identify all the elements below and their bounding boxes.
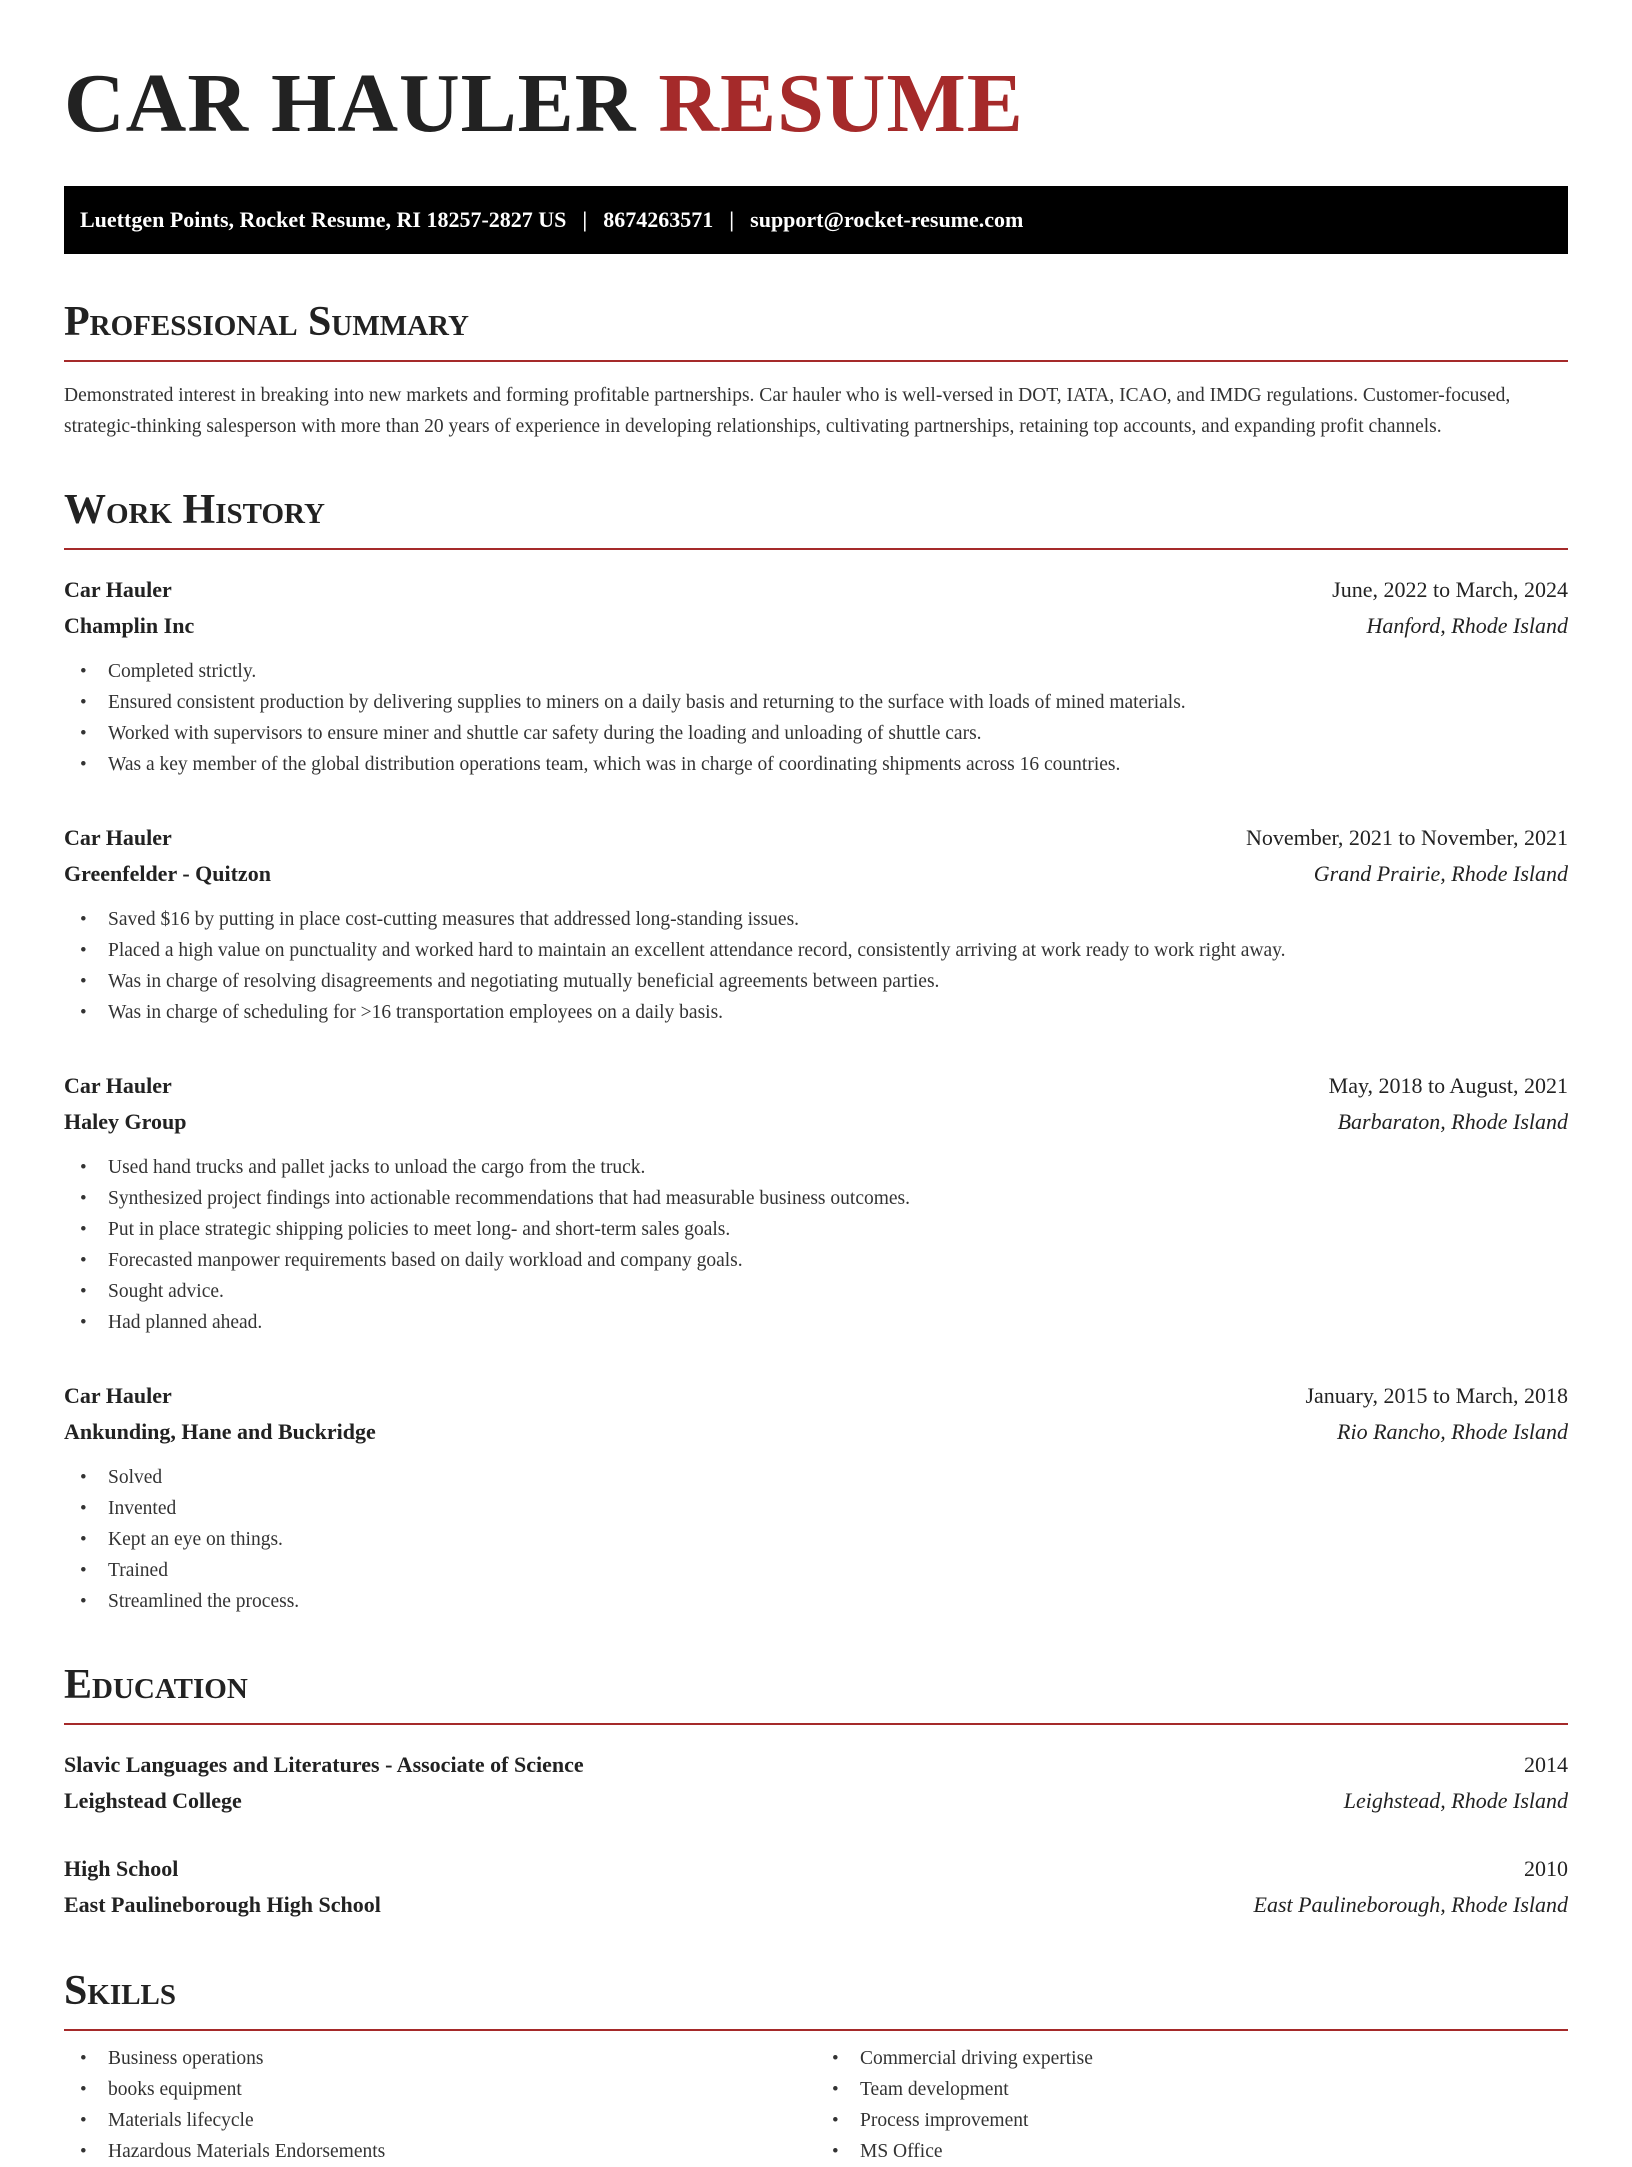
skills-column-right	[816, 2043, 1568, 2167]
job-bullets	[64, 656, 1568, 780]
bullet-text: Saved $16 by putting in place cost-cutting measures that addressed long-standing issues.	[108, 909, 800, 930]
education-degree: High School	[64, 1856, 179, 1881]
bullet-text: Had planned ahead.	[108, 1312, 263, 1333]
job-header-row	[64, 572, 1568, 608]
bullet-icon: •	[80, 2079, 87, 2100]
bullet-icon: •	[80, 1188, 87, 1209]
bullet-text: Solved	[108, 1467, 163, 1488]
list-item	[816, 2074, 1568, 2105]
bullet-text: Was in charge of resolving disagreements and negotiating mutually beneficial agreements between parties.	[108, 971, 940, 992]
list-item	[64, 1586, 1568, 1617]
bullet-icon: •	[80, 661, 87, 682]
bullet-icon: •	[80, 692, 87, 713]
skill-text: Commercial driving expertise	[860, 2048, 1093, 2069]
job-bullets	[64, 1152, 1568, 1338]
bullet-text: Trained	[108, 1560, 168, 1581]
skill-text: Team development	[860, 2079, 1009, 2100]
summary-text: Demonstrated interest in breaking into new markets and forming profitable partnerships. Car hauler who is well-versed in DOT, IATA, ICAO, and IMDG regulations. Customer-focused, strategic-thinking salesperson with more than 20 years of experience in developing relationships, cultivating partnerships, retaining top accounts, and expanding profit channels.	[64, 385, 1511, 437]
job-dates: January, 2015 to March, 2018	[1305, 1383, 1568, 1408]
bullet-text: Kept an eye on things.	[108, 1529, 283, 1550]
job-location: Rio Rancho, Rhode Island	[1337, 1419, 1568, 1444]
job-company: Champlin Inc	[64, 613, 195, 638]
bullet-text: Was in charge of scheduling for >16 transportation employees on a daily basis.	[108, 1002, 724, 1023]
job-dates: May, 2018 to August, 2021	[1328, 1073, 1568, 1098]
education-school-row	[64, 1783, 1568, 1819]
bullet-icon: •	[80, 2141, 87, 2162]
list-item	[64, 935, 1568, 966]
list-item	[816, 2105, 1568, 2136]
bullet-icon: •	[80, 1002, 87, 1023]
bullet-text: Synthesized project findings into actionable recommendations that had measurable business outcomes.	[108, 1188, 911, 1209]
bullet-text: Placed a high value on punctuality and worked hard to maintain an excellent attendance record, consistently arriving at work ready to work right away.	[108, 940, 1286, 961]
bullet-icon: •	[832, 2048, 839, 2069]
list-item	[64, 2105, 816, 2136]
list-item	[64, 1183, 1568, 1214]
contact-separator: |	[729, 207, 735, 232]
job-title: Car Hauler	[64, 577, 172, 602]
job-dates: November, 2021 to November, 2021	[1245, 825, 1568, 850]
list-item	[64, 1555, 1568, 1586]
section-divider	[64, 2029, 1568, 2031]
contact-email[interactable]: support@rocket-resume.com	[750, 207, 1024, 232]
title-main: CAR HAULER	[64, 57, 637, 150]
list-item	[64, 749, 1568, 780]
job-location: Barbaraton, Rhode Island	[1337, 1109, 1568, 1134]
bullet-text: Ensured consistent production by delivering supplies to miners on a daily basis and returning to the surface with loads of mined materials.	[108, 692, 1186, 713]
list-item	[64, 1493, 1568, 1524]
list-item	[816, 2043, 1568, 2074]
skills-section	[64, 1967, 1568, 2167]
skills-column-left	[64, 2043, 816, 2167]
job-bullets	[64, 1462, 1568, 1617]
bullet-icon: •	[832, 2141, 839, 2162]
list-item	[64, 656, 1568, 687]
list-item	[64, 718, 1568, 749]
skill-text: books equipment	[108, 2079, 242, 2100]
list-item	[816, 2136, 1568, 2167]
education-section	[64, 1661, 1568, 1923]
contact-address: Luettgen Points, Rocket Resume, RI 18257-2827 US	[80, 207, 567, 232]
bullet-icon: •	[80, 940, 87, 961]
job-company: Haley Group	[64, 1109, 187, 1134]
work-history-heading: Work History	[64, 487, 325, 533]
section-divider	[64, 1723, 1568, 1725]
skill-text: Business operations	[108, 2048, 264, 2069]
education-entry	[64, 1747, 1568, 1819]
bullet-text: Sought advice.	[108, 1281, 224, 1302]
job-location: Grand Prairie, Rhode Island	[1313, 861, 1568, 886]
job-title: Car Hauler	[64, 1383, 172, 1408]
bullet-icon: •	[80, 1219, 87, 1240]
summary-heading: Professional Summary	[64, 299, 469, 345]
list-item	[64, 1307, 1568, 1338]
bullet-text: Invented	[108, 1498, 177, 1519]
job-entry	[64, 572, 1568, 780]
contact-separator: |	[582, 207, 588, 232]
list-item	[64, 1276, 1568, 1307]
skill-text: Materials lifecycle	[108, 2110, 254, 2131]
skill-text: Process improvement	[860, 2110, 1029, 2131]
list-item	[64, 2043, 816, 2074]
bullet-icon: •	[80, 1281, 87, 1302]
list-item	[64, 2136, 816, 2167]
bullet-icon: •	[80, 1467, 87, 1488]
section-divider	[64, 360, 1568, 362]
job-header-row	[64, 820, 1568, 856]
work-history-section	[64, 486, 1568, 1617]
job-header-row	[64, 1068, 1568, 1104]
education-year: 2014	[1524, 1752, 1568, 1777]
job-company-row	[64, 1104, 1568, 1140]
job-company: Ankunding, Hane and Buckridge	[64, 1419, 376, 1444]
job-bullets	[64, 904, 1568, 1028]
list-item	[64, 1152, 1568, 1183]
bullet-text: Streamlined the process.	[108, 1591, 300, 1612]
bullet-icon: •	[80, 1591, 87, 1612]
education-location: East Paulineborough, Rhode Island	[1253, 1892, 1568, 1917]
list-item	[64, 1462, 1568, 1493]
list-item	[64, 904, 1568, 935]
bullet-text: Worked with supervisors to ensure miner and shuttle car safety during the loading and unloading of shuttle cars.	[108, 723, 982, 744]
bullet-icon: •	[80, 1560, 87, 1581]
bullet-icon: •	[80, 2048, 87, 2069]
skills-heading: Skills	[64, 1968, 177, 2014]
resume-title	[64, 56, 1568, 152]
education-degree: Slavic Languages and Literatures - Associate of Science	[64, 1752, 584, 1777]
bullet-icon: •	[80, 1157, 87, 1178]
list-item	[64, 1214, 1568, 1245]
bullet-text: Put in place strategic shipping policies to meet long- and short-term sales goals.	[108, 1219, 731, 1240]
job-header-row	[64, 1378, 1568, 1414]
list-item	[64, 1245, 1568, 1276]
bullet-text: Used hand trucks and pallet jacks to unload the cargo from the truck.	[108, 1157, 646, 1178]
list-item	[64, 1524, 1568, 1555]
bullet-text: Was a key member of the global distribution operations team, which was in charge of coordinating shipments across 16 countries.	[108, 754, 1121, 775]
bullet-text: Completed strictly.	[108, 661, 257, 682]
education-school: East Paulineborough High School	[64, 1892, 381, 1917]
education-entry	[64, 1851, 1568, 1923]
education-school-row	[64, 1887, 1568, 1923]
bullet-icon: •	[80, 909, 87, 930]
job-entry	[64, 820, 1568, 1028]
bullet-icon: •	[832, 2110, 839, 2131]
bullet-icon: •	[80, 971, 87, 992]
list-item	[64, 687, 1568, 718]
job-company-row	[64, 856, 1568, 892]
bullet-icon: •	[80, 1312, 87, 1333]
skill-text: MS Office	[860, 2141, 943, 2162]
skills-grid	[64, 2043, 1568, 2167]
bullet-icon: •	[80, 1529, 87, 1550]
bullet-icon: •	[80, 754, 87, 775]
job-title: Car Hauler	[64, 1073, 172, 1098]
job-dates: June, 2022 to March, 2024	[1332, 577, 1568, 602]
education-school: Leighstead College	[64, 1788, 242, 1813]
bullet-icon: •	[832, 2079, 839, 2100]
title-accent: RESUME	[658, 57, 1024, 150]
contact-phone[interactable]: 8674263571	[603, 207, 714, 232]
education-degree-row	[64, 1851, 1568, 1887]
education-location: Leighstead, Rhode Island	[1343, 1788, 1568, 1813]
education-heading: Education	[64, 1662, 248, 1708]
skill-text: Hazardous Materials Endorsements	[108, 2141, 386, 2162]
list-item	[64, 2074, 816, 2105]
bullet-icon: •	[80, 723, 87, 744]
contact-bar	[64, 186, 1568, 254]
section-divider	[64, 548, 1568, 550]
job-title: Car Hauler	[64, 825, 172, 850]
education-year: 2010	[1524, 1856, 1568, 1881]
job-company-row	[64, 608, 1568, 644]
education-degree-row	[64, 1747, 1568, 1783]
job-company: Greenfelder - Quitzon	[64, 861, 271, 886]
bullet-icon: •	[80, 1250, 87, 1271]
list-item	[64, 966, 1568, 997]
job-company-row	[64, 1414, 1568, 1450]
job-entry	[64, 1068, 1568, 1338]
bullet-icon: •	[80, 1498, 87, 1519]
bullet-text: Forecasted manpower requirements based on daily workload and company goals.	[108, 1250, 743, 1271]
list-item	[64, 997, 1568, 1028]
job-location: Hanford, Rhode Island	[1366, 613, 1568, 638]
job-entry	[64, 1378, 1568, 1617]
summary-section	[64, 298, 1568, 442]
bullet-icon: •	[80, 2110, 87, 2131]
